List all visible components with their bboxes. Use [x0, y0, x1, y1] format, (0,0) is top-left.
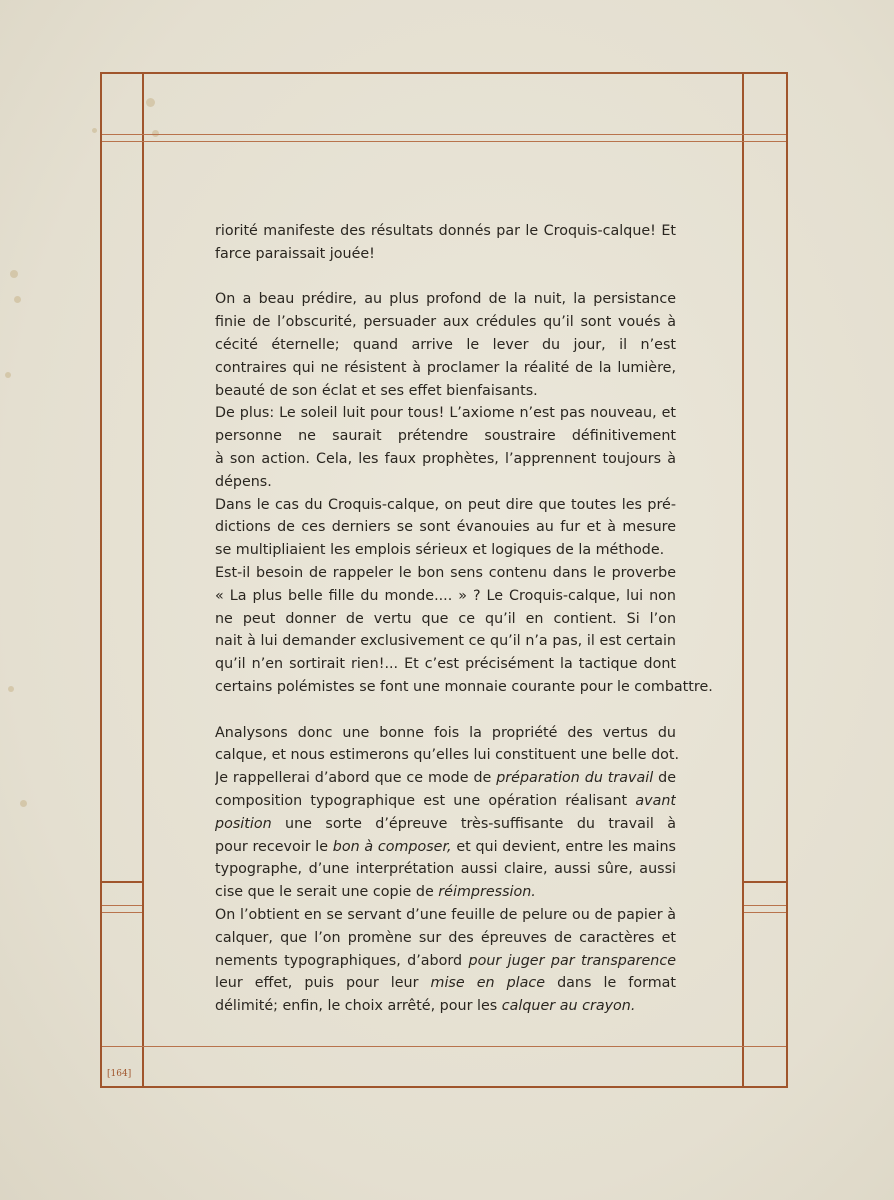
- text-run: cise que le serait une copie de: [215, 884, 439, 901]
- text-line: [215, 425, 676, 448]
- right-margin-rule: [744, 905, 786, 906]
- text-run: typographe, d’une interprétation aussi claire, aussi sûre, aussi: [215, 861, 676, 878]
- text-line: [215, 767, 676, 790]
- paper-stain: [8, 686, 14, 692]
- text-line: [215, 836, 676, 859]
- paragraph: [215, 220, 676, 266]
- text-line: [215, 402, 676, 425]
- top-rule: [102, 141, 786, 142]
- text-line: [215, 744, 680, 767]
- text-run: calquer, que l’on promène sur des épreuves de caractères et: [215, 929, 676, 946]
- paper-stain: [20, 800, 27, 807]
- italic-text: préparation du travail: [496, 770, 654, 787]
- text-run: pour recevoir le: [215, 838, 333, 855]
- frame-top-border: [100, 72, 788, 74]
- frame-right-border: [786, 72, 788, 1088]
- text-run: calque, et nous estimerons qu’elles lui constituent une belle dot.: [215, 747, 680, 764]
- text-run: contraires qui ne résistent à proclamer la réalité de la lumière,: [215, 359, 676, 376]
- text-run: Je rappellerai d’abord que ce mode de: [215, 770, 497, 787]
- paper-stain: [146, 98, 155, 107]
- text-line: [215, 722, 676, 745]
- text-line: [215, 790, 676, 813]
- text-run: à son action. Cela, les faux prophètes, l’apprennent toujours à: [215, 450, 676, 467]
- right-margin-rule: [744, 912, 786, 913]
- text-line: [215, 516, 676, 539]
- paragraph: [215, 722, 680, 1018]
- text-run: ne peut donner de vertu que ce qu’il en contient. Si l’on: [215, 610, 676, 627]
- text-run: dictions de ces derniers se sont évanouies au fur et à mesure: [215, 519, 676, 536]
- text-run: dans le format: [557, 975, 676, 992]
- text-line: [215, 630, 676, 653]
- text-line: [215, 380, 676, 403]
- paper-stain: [10, 270, 18, 278]
- text-line: [215, 243, 676, 266]
- text-run: riorité manifeste des résultats donnés par le Croquis-calque! Et: [215, 223, 676, 239]
- text-run: Est-il besoin de rappeler le bon sens contenu dans le proverbe: [215, 564, 676, 581]
- right-margin-rule: [744, 881, 786, 883]
- text-line: [215, 881, 676, 904]
- text-line: [215, 311, 676, 334]
- text-run: se multipliaient les emplois sérieux et logiques de la méthode.: [215, 542, 665, 559]
- left-margin-rule: [102, 912, 142, 913]
- text-run: dépens.: [215, 473, 272, 490]
- italic-text: calquer au crayon.: [501, 998, 636, 1015]
- text-run: On a beau prédire, au plus profond de la nuit, la persistance: [215, 291, 676, 308]
- text-run: certains polémistes se font une monnaie courante pour le combattre.: [215, 678, 713, 695]
- italic-text: avant: [635, 792, 676, 809]
- text-run: beauté de son éclat et ses effet bienfaisants.: [215, 382, 538, 399]
- text-run: leur effet, puis pour leur: [215, 975, 431, 992]
- text-run: nements typographiques, d’abord: [215, 952, 469, 969]
- text-run: délimité; enfin, le choix arrêté, pour les: [215, 998, 502, 1015]
- text-line: [215, 972, 676, 995]
- text-run: On l’obtient en se servant d’une feuille de pelure ou de papier à: [215, 906, 676, 923]
- text-run: cécité éternelle; quand arrive le lever du jour, il n’est: [215, 336, 676, 353]
- text-line: [215, 539, 676, 562]
- italic-text: pour juger par transparence: [468, 952, 676, 969]
- text-line: [215, 927, 676, 950]
- text-line: [215, 357, 676, 380]
- text-run: « La plus belle fille du monde.... » ? Le Croquis-calque, lui non: [215, 587, 676, 604]
- inner-right-rule: [742, 72, 744, 1088]
- bottom-rule: [102, 1046, 786, 1047]
- paragraph-gap: [215, 699, 676, 722]
- text-line: [215, 220, 676, 243]
- text-run: farce paraissait jouée!: [215, 245, 375, 262]
- italic-text: position: [215, 815, 272, 832]
- text-run: Dans le cas du Croquis-calque, on peut dire que toutes les pré-: [215, 496, 676, 513]
- text-run: personne ne saurait prétendre soustraire définitivement: [215, 428, 676, 445]
- frame-left-border: [100, 72, 102, 1088]
- text-line: [215, 608, 676, 631]
- italic-text: mise en place: [430, 975, 546, 992]
- paper-stain: [14, 296, 21, 303]
- italic-text: bon à composer,: [332, 838, 452, 855]
- paper-stain: [92, 128, 97, 133]
- text-run: composition typographique est une opération réalisant: [215, 792, 636, 809]
- text-run: de: [653, 770, 676, 787]
- text-line: [215, 562, 676, 585]
- text-line: [215, 448, 676, 471]
- text-line: [215, 653, 676, 676]
- text-run: et qui devient, entre les mains: [456, 838, 676, 855]
- left-margin-rule: [102, 905, 142, 906]
- italic-text: réimpression.: [438, 884, 536, 901]
- inner-left-rule: [142, 72, 144, 1088]
- text-line: [215, 858, 676, 881]
- text-run: nait à lui demander exclusivement ce qu’il n’a pas, il est certain: [215, 633, 676, 650]
- text-run: De plus: Le soleil luit pour tous! L’axiome n’est pas nouveau, et: [215, 405, 676, 422]
- text-run: Analysons donc une bonne fois la propriété des vertus du: [215, 724, 676, 741]
- text-run: une sorte d’épreuve très-suffisante du travail à: [285, 815, 676, 832]
- text-line: [215, 494, 676, 517]
- body-text: [215, 220, 713, 1018]
- text-line: [215, 585, 676, 608]
- paper-stain: [5, 372, 11, 378]
- paragraph: [215, 288, 713, 698]
- text-line: [215, 950, 676, 973]
- text-line: [215, 676, 713, 699]
- top-rule: [102, 134, 786, 135]
- text-line: [215, 995, 676, 1018]
- text-line: [215, 334, 676, 357]
- text-line: [215, 904, 676, 927]
- text-line: [215, 471, 676, 494]
- text-run: finie de l’obscurité, persuader aux crédules qu’il sont voués à: [215, 314, 676, 331]
- text-line: [215, 288, 676, 311]
- paragraph-gap: [215, 266, 676, 289]
- left-margin-rule: [102, 881, 142, 883]
- page-number: [164]: [107, 1069, 132, 1079]
- frame-bottom-border: [100, 1086, 788, 1088]
- text-line: [215, 813, 676, 836]
- text-run: qu’il n’en sortirait rien!... Et c’est précisément la tactique dont: [215, 656, 676, 673]
